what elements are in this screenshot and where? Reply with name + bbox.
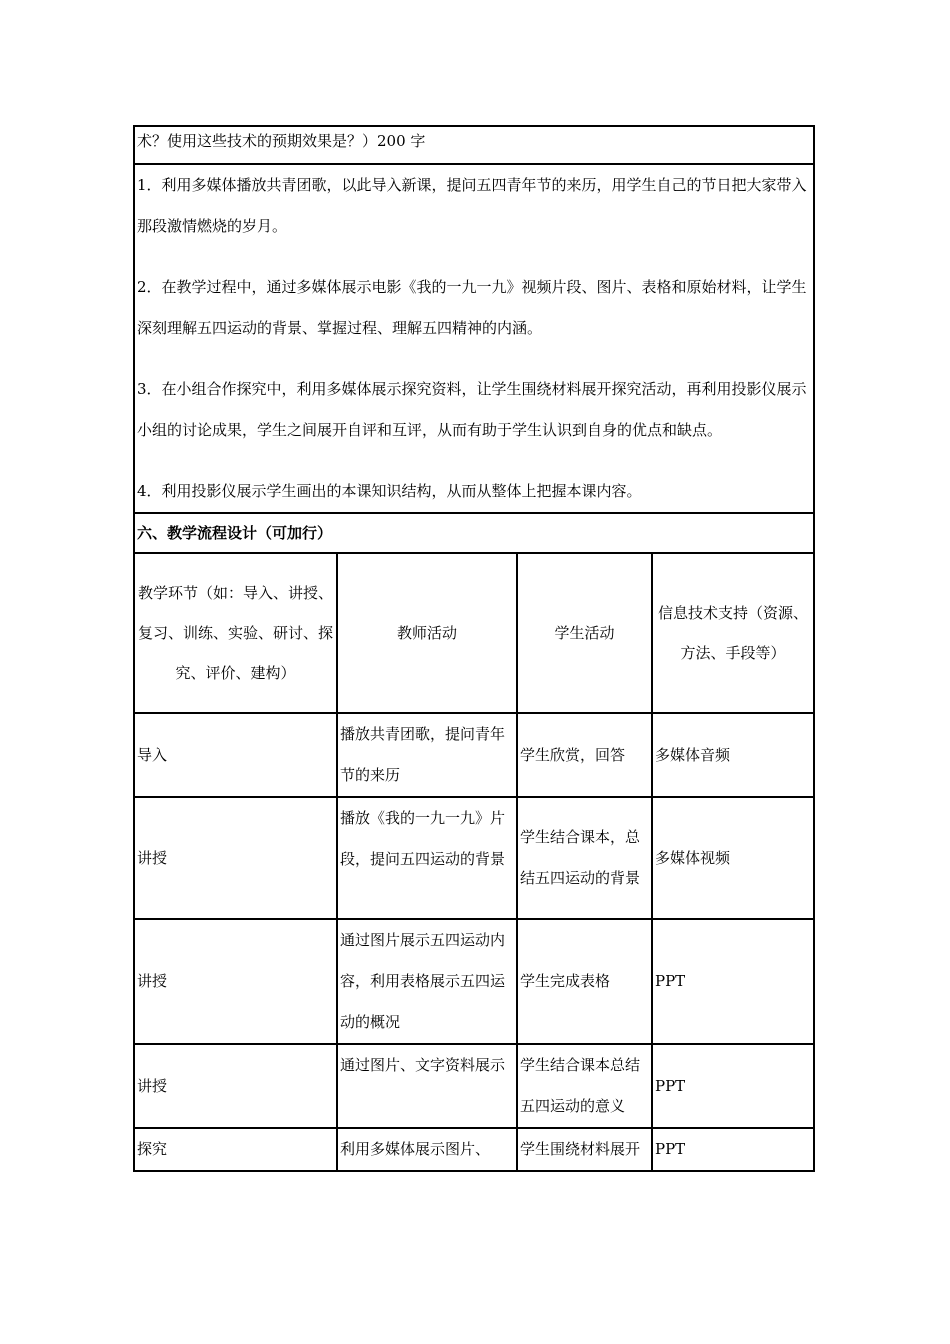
cell-student: 学生欣赏，回答 [517, 713, 652, 797]
cell-stage: 讲授 [134, 919, 337, 1044]
section-title: 六、教学流程设计（可加行） [134, 513, 814, 553]
continued-question [134, 126, 814, 164]
cell-student: 学生结合课本，总结五四运动的背景 [517, 797, 652, 919]
plan-item-2: 2．在教学过程中，通过多媒体展示电影《我的一九一九》视频片段、图片、表格和原始材料，让学生深刻理解五四运动的背景、掌握过程、理解五四精神的内涵。 [137, 278, 807, 337]
continued-question-text: 术？使用这些技术的预期效果是？）200 字 [137, 132, 426, 150]
table-row [134, 797, 814, 919]
cell-teacher: 播放《我的一九一九》片段，提问五四运动的背景 [337, 797, 517, 919]
cell-stage: 讲授 [134, 1044, 337, 1128]
cell-tech: PPT [652, 1128, 814, 1171]
cell-teacher: 播放共青团歌，提问青年节的来历 [337, 713, 517, 797]
header-teacher: 教师活动 [337, 553, 517, 713]
header-stage: 教学环节（如：导入、讲授、复习、训练、实验、研讨、探究、评价、建构） [134, 553, 337, 713]
cell-tech: PPT [652, 1044, 814, 1128]
cell-stage: 探究 [134, 1128, 337, 1171]
table-header-row [134, 553, 814, 713]
plan-item-3: 3．在小组合作探究中，利用多媒体展示探究资料，让学生围绕材料展开探究活动，再利用投影仪展示小组的讨论成果，学生之间展开自评和互评，从而有助于学生认识到自身的优点和缺点。 [137, 380, 807, 439]
cell-teacher: 利用多媒体展示图片、 [337, 1128, 517, 1171]
header-student: 学生活动 [517, 553, 652, 713]
document-page [133, 125, 813, 1172]
cell-teacher: 通过图片、文字资料展示 [337, 1044, 517, 1128]
cell-student: 学生围绕材料展开 [517, 1128, 652, 1171]
cell-student: 学生结合课本总结五四运动的意义 [517, 1044, 652, 1128]
cell-tech: 多媒体视频 [652, 797, 814, 919]
cell-stage: 导入 [134, 713, 337, 797]
table-row [134, 1128, 814, 1171]
header-tech: 信息技术支持（资源、方法、手段等） [652, 553, 814, 713]
plan-item-1: 1．利用多媒体播放共青团歌，以此导入新课，提问五四青年节的来历，用学生自己的节日把大家带入那段激情燃烧的岁月。 [137, 176, 807, 235]
cell-tech: 多媒体音频 [652, 713, 814, 797]
table-row [134, 1044, 814, 1128]
table-row [134, 919, 814, 1044]
cell-tech: PPT [652, 919, 814, 1044]
table-row [134, 713, 814, 797]
lesson-plan-table [133, 125, 815, 1172]
cell-student: 学生完成表格 [517, 919, 652, 1044]
cell-teacher: 通过图片展示五四运动内容，利用表格展示五四运动的概况 [337, 919, 517, 1044]
cell-stage: 讲授 [134, 797, 337, 919]
tech-plan-cell [134, 164, 814, 513]
plan-item-4: 4．利用投影仪展示学生画出的本课知识结构，从而从整体上把握本课内容。 [137, 482, 642, 500]
